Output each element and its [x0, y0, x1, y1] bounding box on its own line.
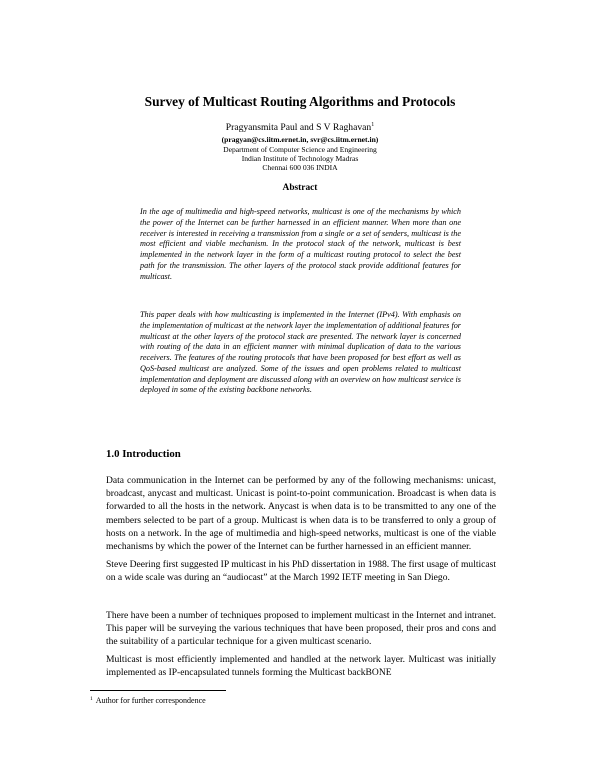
body-paragraph: Data communication in the Internet can be performed by any of the following mechanisms: unicast, broadcast, anycast and multicast. Unicast is point-to-point communication. Broadcast is when data is forwarded to all the hosts in the network. Anycast is when data is to be transmitted to any one of the members selected to be part of a group. Multicast is when data is to be transferred to only a group of hosts on a network. In the age of multimedia and high-speed networks, multicast is one of the viable mechanisms by which the power of the Internet can be further harnessed in an efficient manner. — [106, 475, 496, 553]
footnote — [90, 696, 206, 705]
abstract-paragraph: This paper deals with how multicasting is implemented in the Internet (IPv4). With emphasis on the implementation of multicast at the network layer the implementation of additional features for multicast at the other layers of the protocol stack are presented. The network layer is concerned with routing of the data in an efficient manner with minimal duplication of data to the various receivers. The features of the routing protocols that have been proposed for best effort as well as QoS-based multicast are analyzed. Some of the issues and open problems related to multicast implementation and deployment are discussed along with an overview on how multicast service is deployed in some of the existing backbone networks. — [140, 310, 461, 395]
affiliation-institute: Indian Institute of Technology Madras — [241, 154, 359, 163]
abstract-heading: Abstract — [282, 183, 318, 193]
footnote-number: 1 — [90, 696, 93, 702]
affiliation-department: Department of Computer Science and Engineering — [223, 145, 377, 154]
paper-title: Survey of Multicast Routing Algorithms and Protocols — [144, 94, 456, 109]
author-names: Pragyansmita Paul and S V Raghavan — [225, 122, 372, 133]
footnote-text: Author for further correspondence — [95, 696, 206, 705]
footnote-marker: 1 — [371, 122, 375, 128]
abstract-paragraph: In the age of multimedia and high-speed networks, multicast is one of the mechanisms by which the power of the Internet can be further harnessed in an efficient manner. When more than one receiver is interested in receiving a transmission from a single or a set of senders, multicast is the most efficient and viable mechanism. In the protocol stack of the network, multicast is best implemented in the network layer in the form of a multicast routing protocol to select the best path for the transmission. The other layers of the protocol stack provide additional features for multicast. — [140, 207, 461, 281]
body-paragraph: There have been a number of techniques proposed to implement multicast in the Internet and intranet. This paper will be surveying the various techniques that have been proposed, their pros and cons and the suitability of a particular technique for a given multicast scenario. — [106, 610, 496, 648]
body-paragraph: Multicast is most efficiently implemented and handled at the network layer. Multicast was initially implemented as IP-encapsulated tunnels forming the Multicast backBONE — [106, 654, 496, 679]
footnote-divider — [90, 690, 226, 691]
author-emails: (pragyan@cs.iitm.ernet.in, svr@cs.iitm.ernet.in) — [221, 135, 379, 144]
body-paragraph: Steve Deering first suggested IP multicast in his PhD dissertation in 1988. The first usage of multicast on a wide scale was during an “audiocast” at the March 1992 IETF meeting in San Diego. — [106, 559, 496, 584]
author-line — [0, 122, 600, 133]
section-heading: 1.0 Introduction — [106, 448, 181, 460]
affiliation-address: Chennai 600 036 INDIA — [262, 163, 338, 172]
